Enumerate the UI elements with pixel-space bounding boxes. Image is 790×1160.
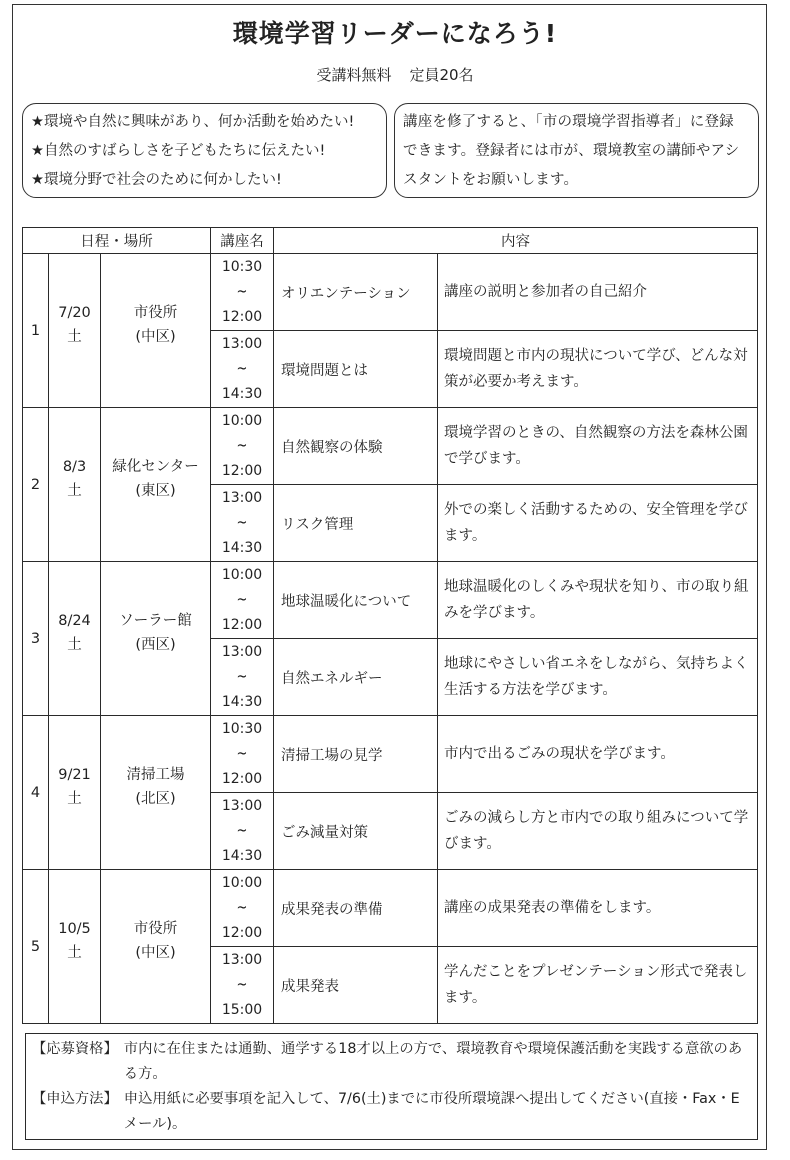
course-end: 12:00	[221, 616, 263, 633]
eligibility-text: 市内に在住または通勤、通学する18才以上の方で、環境教育や環境保護活動を実践する意欲のある方。	[123, 1041, 743, 1082]
course-name: ごみ減量対策	[274, 793, 438, 870]
table-row	[23, 562, 758, 639]
course-content: 講座の説明と参加者の自己紹介	[438, 254, 758, 331]
session-district: (西区)	[135, 636, 176, 653]
application-label: 【申込方法】	[32, 1091, 118, 1107]
course-content: 環境問題と市内の現状について学び、どんな対策が必要か考えます。	[438, 331, 758, 408]
session-weekday: 土	[67, 944, 82, 961]
subtitle	[0, 64, 790, 85]
course-end: 12:00	[221, 924, 263, 941]
session-date: 7/20	[58, 304, 91, 321]
course-content: 外での楽しく活動するための、安全管理を学びます。	[438, 485, 758, 562]
session-place: ソーラー館	[119, 612, 192, 629]
session-district: (中区)	[135, 328, 176, 345]
course-content: 学んだことをプレゼンテーション形式で発表します。	[438, 947, 758, 1024]
info-line: できます。登録者には市が、環境教室の講師やアシ	[403, 143, 740, 159]
page-title: 環境学習リーダーになろう!	[232, 19, 558, 48]
session-date-cell	[49, 254, 101, 408]
session-number: 1	[23, 254, 49, 408]
session-date: 10/5	[58, 920, 91, 937]
tilde-glyph: ~	[236, 360, 248, 378]
session-number: 2	[23, 408, 49, 562]
session-date-cell	[49, 870, 101, 1024]
course-end: 15:00	[221, 1001, 263, 1018]
tilde-glyph: ~	[236, 514, 248, 532]
course-time	[211, 254, 274, 331]
tilde-glyph: ~	[236, 283, 248, 301]
session-weekday: 土	[67, 636, 82, 653]
course-end: 12:00	[221, 462, 263, 479]
session-date-cell	[49, 716, 101, 870]
schedule-table	[22, 227, 758, 1024]
session-date-cell	[49, 562, 101, 716]
course-name: 成果発表	[274, 947, 438, 1024]
session-date: 9/21	[58, 766, 91, 783]
session-date: 8/24	[58, 612, 91, 629]
course-time	[211, 793, 274, 870]
session-number: 4	[23, 716, 49, 870]
course-content: 市内で出るごみの現状を学びます。	[438, 716, 758, 793]
course-time	[211, 947, 274, 1024]
course-name: リスク管理	[274, 485, 438, 562]
tilde-glyph: ~	[236, 745, 248, 763]
application-row	[32, 1087, 751, 1137]
course-name: 自然観察の体験	[274, 408, 438, 485]
course-name: 地球温暖化について	[274, 562, 438, 639]
course-end: 12:00	[221, 308, 263, 325]
course-end: 12:00	[221, 770, 263, 787]
session-place-cell	[101, 716, 211, 870]
table-row	[23, 716, 758, 793]
session-district: (中区)	[135, 944, 176, 961]
eligibility-row	[32, 1037, 751, 1087]
appeal-line: ★自然のすばらしさを子どもたちに伝えたい!	[31, 143, 326, 159]
header-course-name: 講座名	[211, 228, 274, 254]
info-line: スタントをお願いします。	[403, 172, 579, 188]
tilde-glyph: ~	[236, 822, 248, 840]
course-time	[211, 331, 274, 408]
course-start: 10:00	[221, 412, 263, 429]
course-name: 環境問題とは	[274, 331, 438, 408]
session-district: (北区)	[135, 790, 176, 807]
course-start: 13:00	[221, 797, 263, 814]
course-content: ごみの減らし方と市内での取り組みについて学びます。	[438, 793, 758, 870]
session-place: 市役所	[133, 304, 178, 321]
session-place-cell	[101, 408, 211, 562]
course-time	[211, 485, 274, 562]
appeal-line: ★環境分野で社会のために何かしたい!	[31, 172, 282, 188]
course-end: 14:30	[221, 693, 263, 710]
course-start: 10:00	[221, 874, 263, 891]
session-weekday: 土	[67, 790, 82, 807]
course-end: 14:30	[221, 539, 263, 556]
appeal-box	[22, 103, 387, 198]
course-name: オリエンテーション	[274, 254, 438, 331]
course-time	[211, 870, 274, 947]
header-content: 内容	[274, 228, 758, 254]
fee-text: 受講料無料	[316, 66, 392, 84]
session-place: 緑化センター	[112, 458, 199, 475]
schedule-body	[23, 254, 758, 1024]
course-time	[211, 716, 274, 793]
session-place: 清掃工場	[126, 766, 185, 783]
tilde-glyph: ~	[236, 591, 248, 609]
table-row	[23, 408, 758, 485]
session-place: 市役所	[133, 920, 178, 937]
course-end: 14:30	[221, 847, 263, 864]
session-number: 5	[23, 870, 49, 1024]
session-district: (東区)	[135, 482, 176, 499]
session-place-cell	[101, 870, 211, 1024]
notes-box	[25, 1033, 758, 1140]
course-time	[211, 639, 274, 716]
course-start: 10:00	[221, 566, 263, 583]
session-place-cell	[101, 562, 211, 716]
table-row	[23, 870, 758, 947]
table-row	[23, 254, 758, 331]
session-weekday: 土	[67, 482, 82, 499]
session-number: 3	[23, 562, 49, 716]
course-content: 地球にやさしい省エネをしながら、気持ちよく生活する方法を学びます。	[438, 639, 758, 716]
course-end: 14:30	[221, 385, 263, 402]
course-start: 13:00	[221, 335, 263, 352]
application-text: 申込用紙に必要事項を記入して、7/6(土)までに市役所環境課へ提出してください(直接・Fax・Eメール)。	[123, 1091, 740, 1132]
tilde-glyph: ~	[236, 976, 248, 994]
session-date-cell	[49, 408, 101, 562]
course-content: 地球温暖化のしくみや現状を知り、市の取り組みを学びます。	[438, 562, 758, 639]
appeal-line: ★環境や自然に興味があり、何か活動を始めたい!	[31, 114, 355, 130]
tilde-glyph: ~	[236, 899, 248, 917]
tilde-glyph: ~	[236, 437, 248, 455]
course-time	[211, 562, 274, 639]
course-content: 講座の成果発表の準備をします。	[438, 870, 758, 947]
eligibility-label: 【応募資格】	[32, 1041, 118, 1057]
course-name: 自然エネルギー	[274, 639, 438, 716]
header-date-place: 日程・場所	[23, 228, 211, 254]
session-weekday: 土	[67, 328, 82, 345]
course-content: 環境学習のときの、自然観察の方法を森林公園で学びます。	[438, 408, 758, 485]
course-name: 清掃工場の見学	[274, 716, 438, 793]
course-start: 13:00	[221, 489, 263, 506]
capacity-text: 定員20名	[409, 66, 474, 84]
course-name: 成果発表の準備	[274, 870, 438, 947]
course-start: 13:00	[221, 951, 263, 968]
session-place-cell	[101, 254, 211, 408]
table-header-row	[23, 228, 758, 254]
session-date: 8/3	[62, 458, 87, 475]
info-box	[394, 103, 759, 198]
course-time	[211, 408, 274, 485]
course-start: 13:00	[221, 643, 263, 660]
course-start: 10:30	[221, 258, 263, 275]
course-start: 10:30	[221, 720, 263, 737]
info-line: 講座を修了すると、「市の環境学習指導者」に登録	[403, 114, 734, 130]
tilde-glyph: ~	[236, 668, 248, 686]
